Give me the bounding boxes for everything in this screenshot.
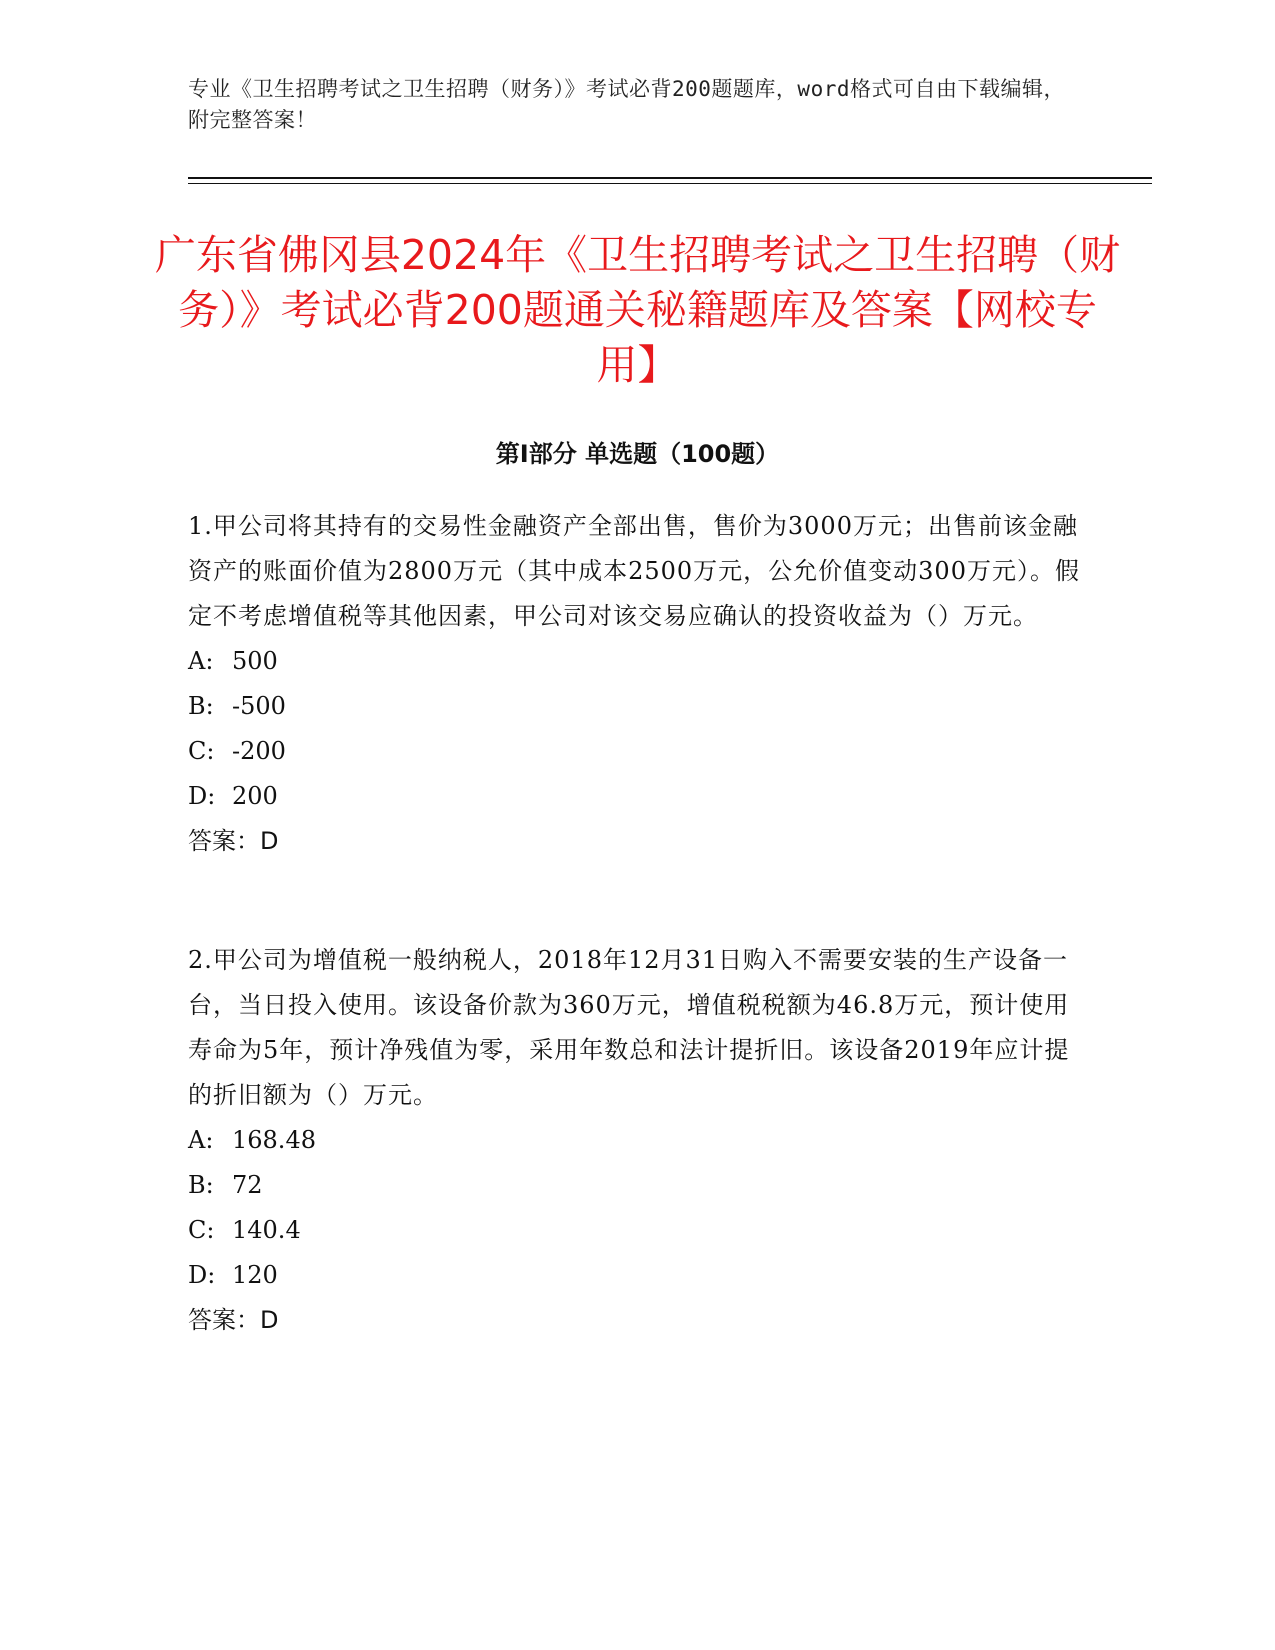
question-stem: 1.甲公司将其持有的交易性金融资产全部出售，售价为3000万元；出售前该金融资产的账面价值为2800万元（其中成本2500万元，公允价值变动300万元）。假定不考虑增值税等其他因素，甲公司对该交易应确认的投资收益为（）万元。	[188, 512, 1080, 630]
section-title: 第I部分 单选题（100题）	[495, 440, 780, 468]
question-1	[188, 504, 1088, 864]
option-a	[188, 1118, 1088, 1163]
option-letter: B:	[188, 692, 214, 720]
option-c	[188, 1208, 1088, 1253]
option-d	[188, 774, 1088, 819]
header-note: 专业《卫生招聘考试之卫生招聘（财务）》考试必背200题题库，word格式可自由下载编辑，附完整答案！	[188, 77, 1065, 132]
option-text: 140.4	[232, 1216, 301, 1244]
option-letter: D:	[188, 1261, 216, 1289]
option-a	[188, 639, 1088, 684]
answer-line: 答案：D	[188, 1306, 279, 1334]
option-d	[188, 1253, 1088, 1298]
header-rule-thin	[188, 183, 1152, 184]
question-2	[188, 938, 1088, 1343]
option-letter: A:	[188, 647, 214, 675]
option-text: 200	[232, 782, 278, 810]
option-text: -200	[232, 737, 286, 765]
option-letter: C:	[188, 1216, 215, 1244]
option-text: 168.48	[232, 1126, 316, 1154]
option-letter: C:	[188, 737, 215, 765]
option-letter: D:	[188, 782, 216, 810]
answer-line: 答案：D	[188, 827, 279, 855]
option-letter: B:	[188, 1171, 214, 1199]
option-letter: A:	[188, 1126, 214, 1154]
option-b	[188, 1163, 1088, 1208]
document-title: 广东省佛冈县2024年《卫生招聘考试之卫生招聘（财务）》考试必背200题通关秘籍题库及答案【网校专用】	[154, 231, 1121, 389]
header-rule-thick	[188, 177, 1152, 179]
option-text: -500	[232, 692, 286, 720]
option-text: 72	[232, 1171, 263, 1199]
option-text: 500	[232, 647, 278, 675]
question-stem: 2.甲公司为增值税一般纳税人，2018年12月31日购入不需要安装的生产设备一台，当日投入使用。该设备价款为360万元，增值税税额为46.8万元，预计使用寿命为5年，预计净残值为零，采用年数总和法计提折旧。该设备2019年应计提的折旧额为（）万元。	[188, 946, 1070, 1109]
option-c	[188, 729, 1088, 774]
option-text: 120	[232, 1261, 278, 1289]
option-b	[188, 684, 1088, 729]
